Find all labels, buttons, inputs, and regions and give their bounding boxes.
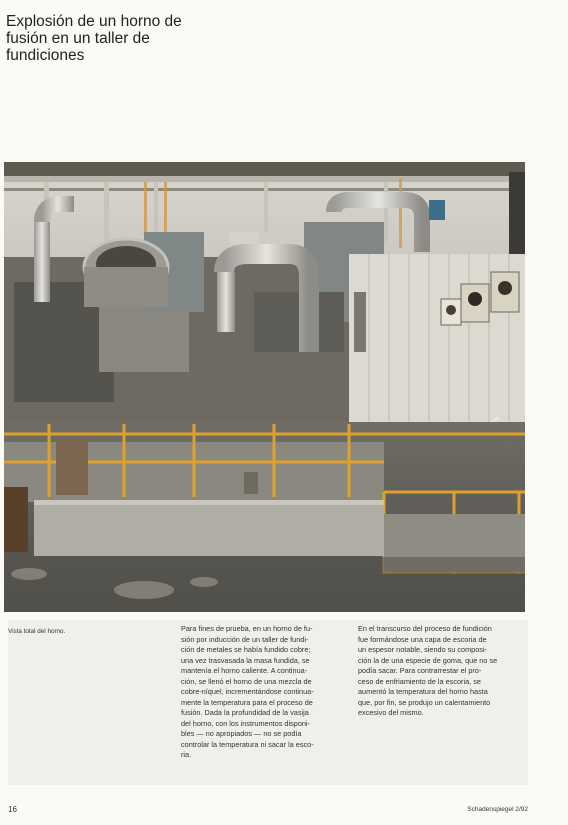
photo-caption: Vista total del horno. [8, 628, 66, 635]
body-column-2: En el transcurso del proceso de fundición fue formándose una capa de escoria de un espesor notable, siendo su composi- ción la de una especie de goma, que no se podía sacar. Para contrarrestar el pro- ceso de enfriamiento de la escoria, se aumentó la temperatura del horno hasta que, por fin, se produjo un calentamiento excesivo del mismo. [358, 624, 498, 717]
page-number: 16 [8, 805, 17, 814]
article-title: Explosión de un horno de fusión en un taller de fundiciones [6, 13, 182, 64]
body-column-1: Para fines de prueba, en un horno de fu- sión por inducción de un taller de fundi- ción de metales se había fundido cobre; una vez trasvasada la masa fundida, se mantenía el horno caliente. A continua- ción, se llenó el horno de una mezcla de cobre-níquel, incrementándose continua- mente la temperatura para el proceso de fusión. Dada la profundidad de la vasija del horno, con los instrumentos disponi- bles — no apropiados — no se podía controlar la temperatura ni sacar la esco- ria. [181, 624, 314, 759]
furnace-photo [4, 162, 525, 612]
publication-footer: Schadenspiegel 2/92 [467, 806, 528, 813]
